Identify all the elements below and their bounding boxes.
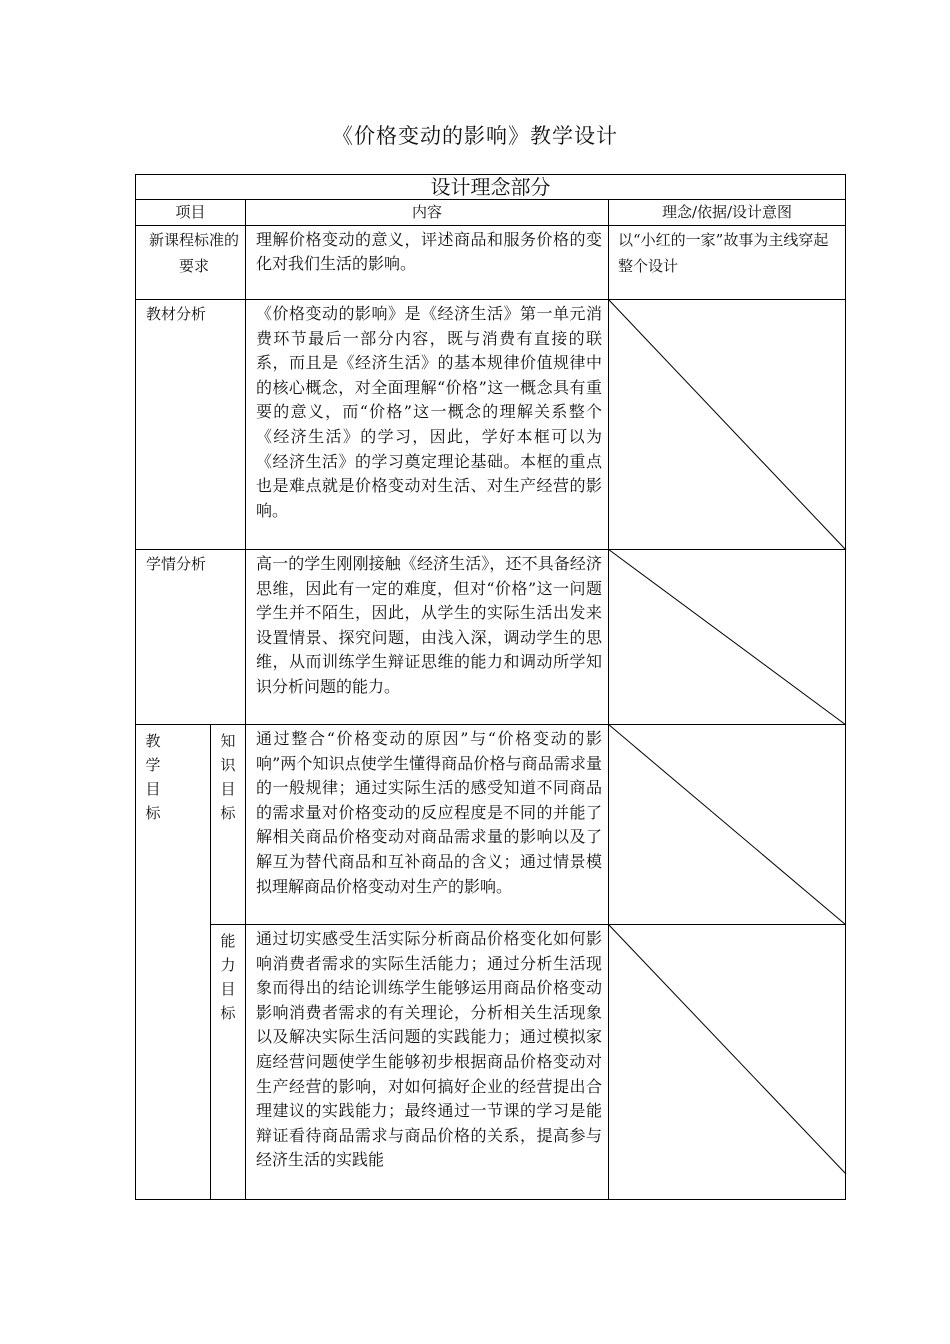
textbook-content: 《价格变动的影响》是《经济生活》第一单元消费环节最后一部分内容，既与消费有直接的联系，而且是《经济生活》的基本规律价值规律中的核心概念，对全面理解“价格”这一概念具有重要的意义，而“价格”这一概念的理解关系整个《经济生活》的学习，因此，学好本框可以为《经济生活》的学习奠定理论基础。本框的重点也是难点就是价格变动对生活、对生产经营的影响。 [256, 304, 602, 520]
section-heading: 设计理念部分 [430, 175, 551, 199]
table-col-divider [245, 199, 246, 1200]
ability-content: 通过切实感受生活实际分析商品价格变化如何影响消费者需求的实际生活能力；通过分析生活现象而得出的结论训练学生能够运用商品价格变动影响消费者需求的有关理论，分析相关生活现象以及解决实际生活问题的实践能力；通过模拟家庭经营问题使学生能够初步根据商品价格变动对生产经营的影响，对如何搞好企业的经营提出合理建议的实践能力；最终通过一节课的学习是能辩证看待商品需求与商品价格的关系，提高参与经济生活的实践能 [256, 929, 602, 1170]
knowledge-content: 通过整合“价格变动的原因”与“价格变动的影响”两个知识点使学生懂得商品价格与商品需求量的一般规律；通过实际生活的感受知道不同商品的需求量对价格变动的反应程度是不同的并能了解相关商品价格变动对商品需求量的影响以及了解互为替代商品和互补商品的含义；通过情景模拟理解商品价格变动对生产的影响。 [256, 729, 602, 896]
empty-cell-diagonal [608, 299, 846, 550]
table-col-divider [210, 724, 211, 1200]
table-border-bottom [135, 1199, 846, 1200]
header-content: 内容 [411, 203, 442, 221]
textbook-item: 教材分析 [146, 305, 207, 323]
header-rationale: 理念/依据/设计意图 [661, 203, 793, 221]
ability-label: 能 力 目 标 [220, 932, 236, 1022]
learners-content: 高一的学生刚刚接触《经济生活》，还不具备经济思维，因此有一定的难度，但对“价格”这一问题学生并不陌生，因此，从学生的实际生活出发来设置情景、探究问题，由浅入深，调动学生的思维，从而训练学生辩证思维的能力和调动所学知识分析问题的能力。 [256, 554, 602, 696]
learners-item: 学情分析 [146, 555, 207, 573]
standards-content: 理解价格变动的意义，评述商品和服务价格的变化对我们生活的影响。 [256, 230, 602, 273]
header-item: 项目 [175, 203, 206, 221]
empty-cell-diagonal [608, 924, 846, 1174]
table-border-left [135, 174, 136, 1200]
table-rule [135, 199, 846, 200]
knowledge-label: 知 识 目 标 [220, 732, 236, 822]
standards-item: 新课程标准的要求 [148, 231, 239, 275]
empty-cell-diagonal [608, 724, 846, 925]
document-title: 《价格变动的影响》教学设计 [332, 124, 618, 148]
table-rule [135, 225, 846, 226]
standards-rationale: 以“小红的一家”故事为主线穿起整个设计 [618, 231, 829, 275]
objectives-item: 教 学 目 标 [145, 732, 161, 822]
empty-cell-diagonal [608, 549, 846, 725]
